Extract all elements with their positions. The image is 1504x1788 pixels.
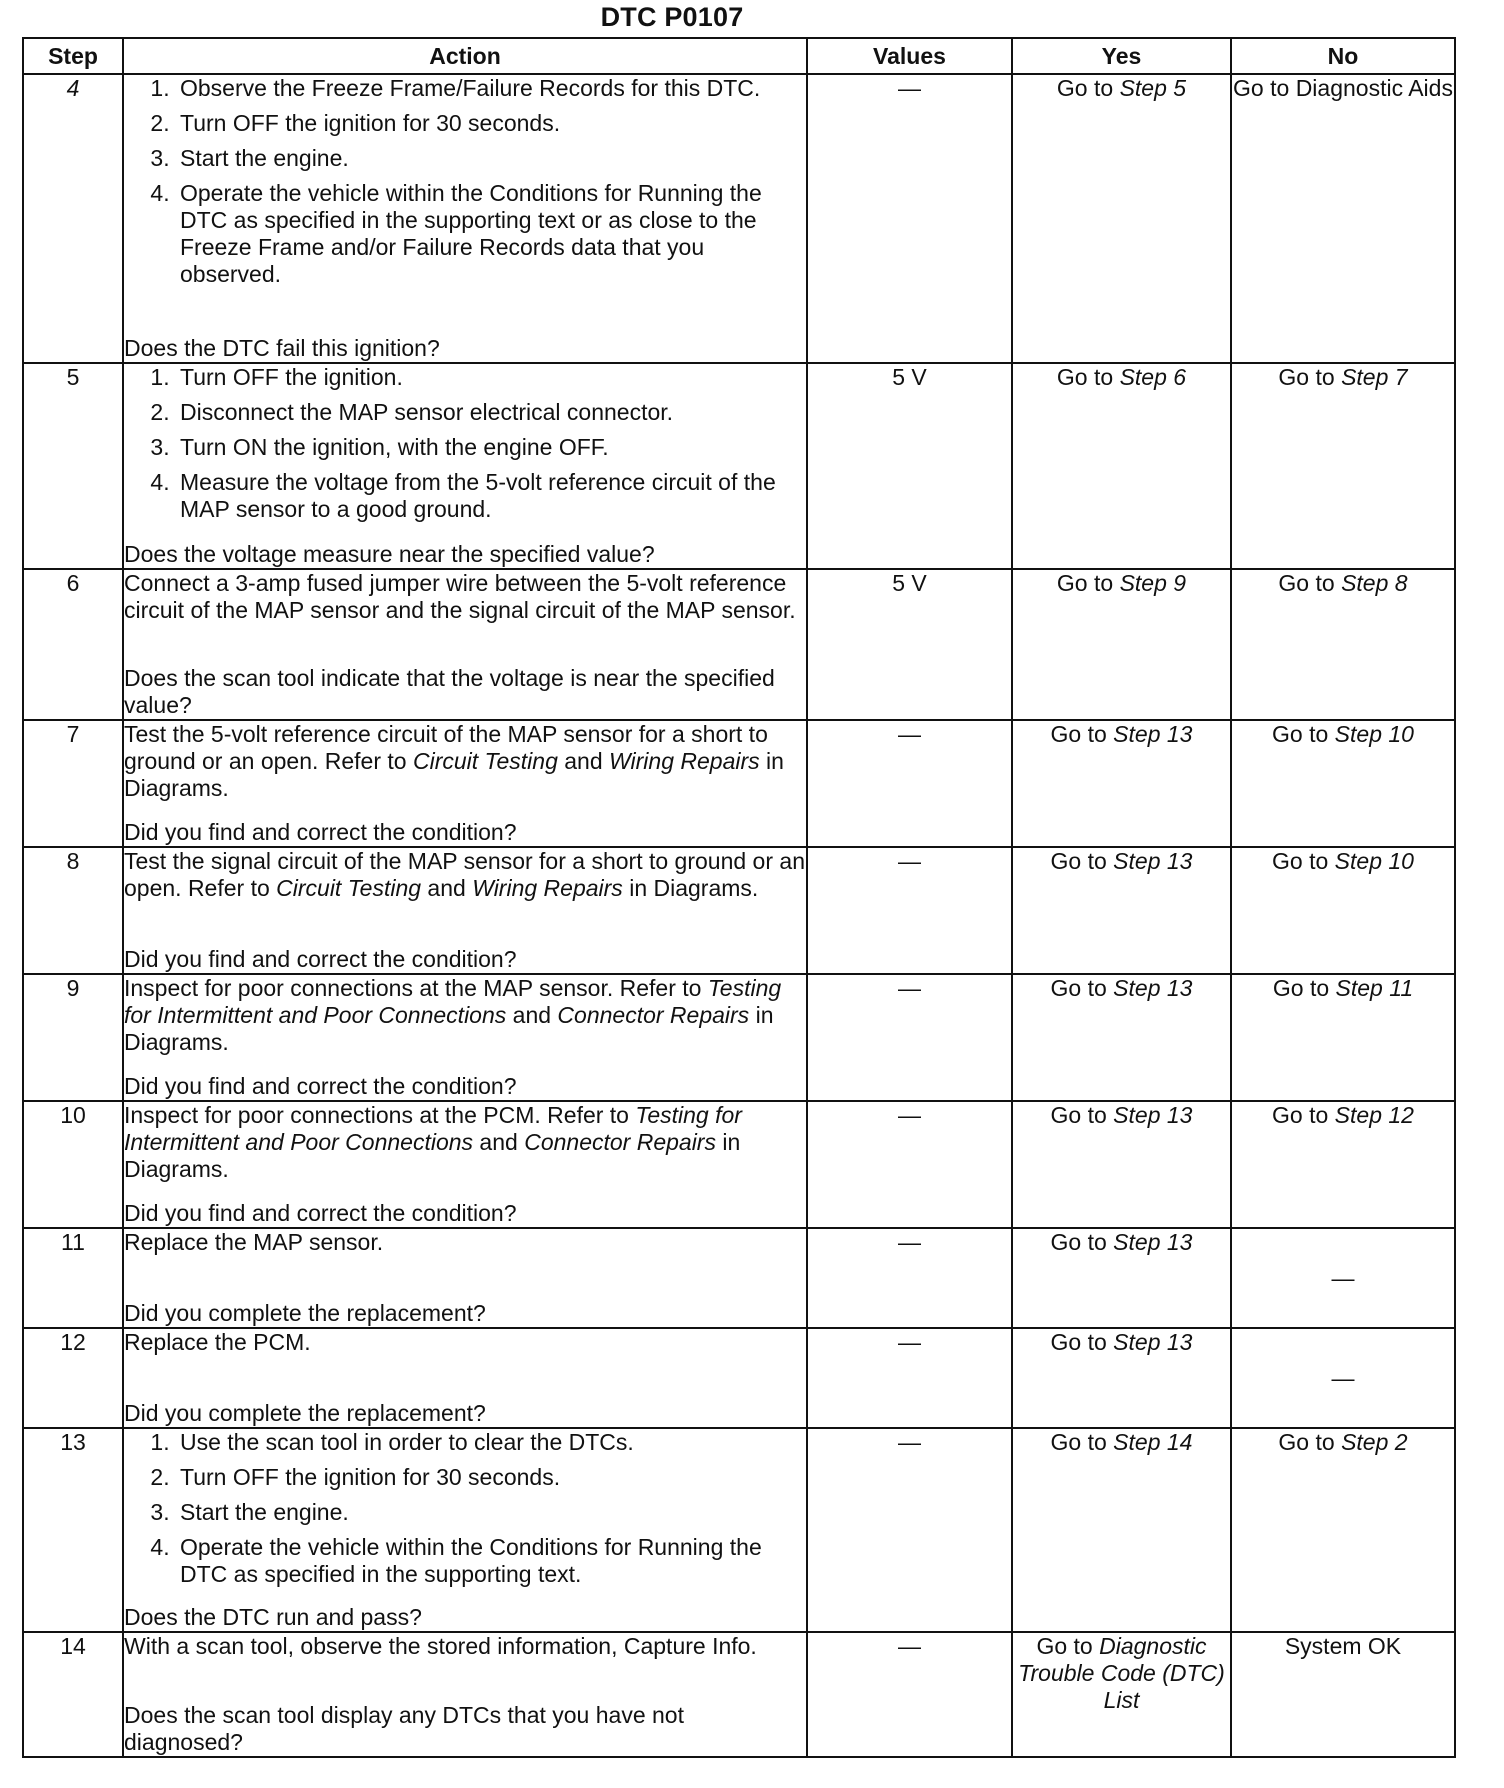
action-question: Did you complete the replacement? <box>124 1300 486 1326</box>
table-row <box>23 720 1455 847</box>
action-question: Does the scan tool indicate that the voltage is near the specified value? <box>124 665 775 718</box>
value-text: — <box>898 975 921 1001</box>
action-instructions <box>124 1329 806 1360</box>
yes-step-reference: Step 13 <box>1113 848 1193 874</box>
text-run: in Diagrams. <box>124 1129 741 1182</box>
action-cell <box>123 974 807 1101</box>
yes-step-reference: Step 6 <box>1119 364 1187 390</box>
step-cell <box>23 1328 123 1428</box>
yes-cell <box>1012 720 1231 847</box>
action-instructions <box>124 1633 806 1664</box>
document-reference: Circuit Testing <box>276 875 422 901</box>
text-run: in Diagrams. <box>124 1002 774 1055</box>
value-text: — <box>898 1429 921 1455</box>
step-cell <box>23 974 123 1101</box>
action-cell <box>123 847 807 974</box>
no-cell <box>1231 1228 1455 1328</box>
step-number: 11 <box>61 1229 85 1255</box>
instruction-item: 2. Turn OFF the ignition for 30 seconds. <box>176 110 806 137</box>
yes-prefix: Go to <box>1050 1229 1114 1255</box>
value-text: — <box>898 848 921 874</box>
yes-cell <box>1012 847 1231 974</box>
instruction-text: Connect a 3-amp fused jumper wire between the 5-volt reference circuit of the MAP sensor and the signal circuit of the MAP sensor. <box>124 570 796 623</box>
text-run: Inspect for poor connections at the PCM. Refer to <box>124 1102 636 1128</box>
step-number: 8 <box>66 848 80 874</box>
step-cell <box>23 569 123 720</box>
table-row <box>23 847 1455 974</box>
action-cell <box>123 74 807 363</box>
step-number: 10 <box>60 1102 86 1128</box>
text-run: in Diagrams. <box>124 748 784 801</box>
no-prefix: System OK <box>1284 1633 1402 1659</box>
instruction-item: 4. Measure the voltage from the 5-volt reference circuit of the MAP sensor to a good ground. <box>176 469 806 523</box>
action-instructions <box>124 721 806 806</box>
values-cell <box>807 363 1012 569</box>
action-question: Did you complete the replacement? <box>124 1400 486 1426</box>
action-question: Did you find and correct the condition? <box>124 819 517 845</box>
yes-prefix: Go to <box>1050 1329 1114 1355</box>
table-row <box>23 1328 1455 1428</box>
action-content <box>124 570 806 719</box>
step-cell <box>23 1428 123 1632</box>
value-text: — <box>898 721 921 747</box>
step-number: 6 <box>66 570 80 596</box>
instruction-list <box>124 364 806 523</box>
step-cell <box>23 720 123 847</box>
header-values: Values <box>807 38 1012 74</box>
step-number: 12 <box>60 1329 86 1355</box>
values-cell <box>807 974 1012 1101</box>
action-instructions <box>124 1102 806 1187</box>
action-instructions <box>124 848 806 906</box>
instruction-text <box>124 848 806 902</box>
step-cell <box>23 1632 123 1757</box>
yes-step-reference: Step 9 <box>1119 570 1187 596</box>
action-content <box>124 1633 806 1756</box>
no-step-reference: Step 8 <box>1341 570 1408 596</box>
header-no: No <box>1231 38 1455 74</box>
step-cell <box>23 1228 123 1328</box>
instruction-text: Replace the MAP sensor. <box>124 1229 384 1255</box>
table-row <box>23 1632 1455 1757</box>
value-text: 5 V <box>892 570 927 596</box>
table-row <box>23 363 1455 569</box>
no-cell <box>1231 974 1455 1101</box>
values-cell <box>807 1101 1012 1228</box>
yes-prefix: Go to <box>1050 1429 1114 1455</box>
instruction-item: 3. Turn ON the ignition, with the engine OFF. <box>176 434 806 461</box>
action-content <box>124 1229 806 1327</box>
yes-step-reference: Step 13 <box>1113 1329 1193 1355</box>
step-cell <box>23 847 123 974</box>
table-row <box>23 74 1455 363</box>
no-step-reference: Step 2 <box>1341 1429 1408 1455</box>
action-instructions <box>124 570 806 628</box>
yes-cell <box>1012 363 1231 569</box>
action-cell <box>123 1228 807 1328</box>
action-content <box>124 75 806 362</box>
instruction-item: 2. Disconnect the MAP sensor electrical connector. <box>176 399 806 426</box>
instruction-text <box>124 975 806 1056</box>
instruction-text: With a scan tool, observe the stored information, Capture Info. <box>124 1633 757 1659</box>
action-cell <box>123 1328 807 1428</box>
instruction-list <box>124 75 806 288</box>
no-step-reference: Step 7 <box>1341 364 1408 390</box>
text-run: Inspect for poor connections at the MAP sensor. Refer to <box>124 975 708 1001</box>
instruction-text: Replace the PCM. <box>124 1329 311 1355</box>
value-text: — <box>898 1229 921 1255</box>
values-cell <box>807 1428 1012 1632</box>
action-content <box>124 1329 806 1427</box>
no-cell <box>1231 1328 1455 1428</box>
action-content <box>124 1429 806 1631</box>
yes-step-reference: Diagnostic Trouble Code (DTC) List <box>1018 1633 1225 1713</box>
instruction-item: 4. Operate the vehicle within the Conditions for Running the DTC as specified in the supporting text or as close to the Freeze Frame and/or Failure Records data that you observed. <box>176 180 806 288</box>
action-content <box>124 1102 806 1227</box>
text-run: and <box>557 748 610 774</box>
instruction-item: 1. Turn OFF the ignition. <box>176 364 806 391</box>
action-cell <box>123 720 807 847</box>
values-cell <box>807 1228 1012 1328</box>
instruction-text <box>124 721 806 802</box>
table-row <box>23 974 1455 1101</box>
action-question: Does the DTC fail this ignition? <box>124 335 440 361</box>
document-reference: Wiring Repairs <box>472 875 623 901</box>
header-step: Step <box>23 38 123 74</box>
dtc-table <box>22 37 1456 1758</box>
values-cell <box>807 1328 1012 1428</box>
text-run: Test the 5-volt reference circuit of the MAP sensor for a short to ground or an open. Refer to <box>124 721 768 774</box>
action-content <box>124 721 806 846</box>
yes-cell <box>1012 974 1231 1101</box>
action-content <box>124 364 806 568</box>
no-cell <box>1231 569 1455 720</box>
step-number: 14 <box>60 1633 86 1659</box>
action-cell <box>123 569 807 720</box>
action-cell <box>123 1101 807 1228</box>
instruction-item: 1. Observe the Freeze Frame/Failure Records for this DTC. <box>176 75 806 102</box>
yes-prefix: Go to <box>1050 975 1114 1001</box>
yes-prefix: Go to <box>1056 364 1120 390</box>
step-cell <box>23 74 123 363</box>
header-action: Action <box>123 38 807 74</box>
values-cell <box>807 720 1012 847</box>
step-number: 4 <box>66 75 80 101</box>
action-question: Does the scan tool display any DTCs that you have not diagnosed? <box>124 1702 684 1755</box>
no-prefix: Go to <box>1272 721 1335 747</box>
values-cell <box>807 569 1012 720</box>
no-cell <box>1231 1632 1455 1757</box>
table-row <box>23 1101 1455 1228</box>
yes-prefix: Go to <box>1050 721 1114 747</box>
yes-step-reference: Step 13 <box>1113 975 1193 1001</box>
no-cell <box>1231 847 1455 974</box>
values-cell <box>807 1632 1012 1757</box>
value-text: 5 V <box>892 364 927 390</box>
no-prefix: Go to <box>1278 364 1342 390</box>
document-title: DTC P0107 <box>600 2 744 32</box>
yes-step-reference: Step 13 <box>1113 721 1193 747</box>
yes-cell <box>1012 74 1231 363</box>
no-step-reference: Step 10 <box>1334 848 1414 874</box>
yes-step-reference: Step 5 <box>1119 75 1187 101</box>
no-prefix: Go to <box>1272 975 1336 1001</box>
action-question: Did you find and correct the condition? <box>124 1200 517 1226</box>
instruction-item: 4. Operate the vehicle within the Conditions for Running the DTC as specified in the supporting text. <box>176 1534 806 1588</box>
no-cell <box>1231 1101 1455 1228</box>
instruction-item: 3. Start the engine. <box>176 1499 806 1526</box>
action-cell <box>123 363 807 569</box>
no-prefix: Go to <box>1278 1429 1342 1455</box>
yes-step-reference: Step 14 <box>1113 1429 1193 1455</box>
yes-cell <box>1012 1101 1231 1228</box>
yes-cell <box>1012 1328 1231 1428</box>
values-cell <box>807 74 1012 363</box>
action-cell <box>123 1428 807 1632</box>
action-content <box>124 975 806 1100</box>
text-run: Test the signal circuit of the MAP sensor for a short to ground or an open. Refer to <box>124 848 805 901</box>
yes-prefix: Go to <box>1050 1102 1114 1128</box>
yes-step-reference: Step 13 <box>1113 1102 1193 1128</box>
value-text: — <box>898 75 921 101</box>
table-body <box>23 74 1455 1757</box>
instruction-item: 3. Start the engine. <box>176 145 806 172</box>
no-cell <box>1231 1428 1455 1632</box>
yes-prefix: Go to <box>1050 848 1114 874</box>
no-step-reference: Step 10 <box>1334 721 1414 747</box>
step-number: 5 <box>66 364 80 390</box>
value-text: — <box>898 1633 921 1659</box>
action-question: Did you find and correct the condition? <box>124 1073 517 1099</box>
document-reference: Wiring Repairs <box>609 748 760 774</box>
document-reference: Testing for Intermittent and Poor Connections <box>124 1102 742 1155</box>
step-number: 9 <box>66 975 80 1001</box>
document-reference: Circuit Testing <box>412 748 558 774</box>
yes-prefix: Go to <box>1036 1633 1100 1659</box>
no-cell <box>1231 74 1455 363</box>
step-cell <box>23 1101 123 1228</box>
no-step-reference: Step 11 <box>1335 975 1414 1001</box>
no-prefix: — <box>1331 1264 1355 1291</box>
yes-cell <box>1012 1428 1231 1632</box>
action-cell <box>123 1632 807 1757</box>
step-number: 13 <box>60 1429 86 1455</box>
text-run: and <box>473 1129 525 1155</box>
no-prefix: Go to <box>1272 848 1335 874</box>
instruction-text <box>124 1102 806 1183</box>
document-reference: Connector Repairs <box>524 1129 716 1155</box>
action-question: Does the voltage measure near the specified value? <box>124 541 655 567</box>
header-yes: Yes <box>1012 38 1231 74</box>
value-text: — <box>898 1102 921 1128</box>
no-prefix: Go to <box>1278 570 1342 596</box>
instruction-item: 1. Use the scan tool in order to clear the DTCs. <box>176 1429 806 1456</box>
no-prefix: Go to <box>1272 1102 1335 1128</box>
table-row <box>23 1428 1455 1632</box>
step-number: 7 <box>66 721 80 747</box>
yes-prefix: Go to <box>1056 570 1120 596</box>
no-cell <box>1231 363 1455 569</box>
action-instructions <box>124 75 806 294</box>
text-run: and <box>506 1002 558 1028</box>
values-cell <box>807 847 1012 974</box>
no-prefix: Go to Diagnostic Aids <box>1233 75 1453 101</box>
yes-cell <box>1012 569 1231 720</box>
table-row <box>23 569 1455 720</box>
action-instructions <box>124 1429 806 1594</box>
step-cell <box>23 363 123 569</box>
table-row <box>23 1228 1455 1328</box>
action-instructions <box>124 364 806 529</box>
instruction-list <box>124 1429 806 1588</box>
text-run: in Diagrams. <box>622 875 759 901</box>
action-question: Did you find and correct the condition? <box>124 946 517 972</box>
instruction-item: 2. Turn OFF the ignition for 30 seconds. <box>176 1464 806 1491</box>
no-cell <box>1231 720 1455 847</box>
yes-step-reference: Step 13 <box>1113 1229 1193 1255</box>
action-instructions <box>124 975 806 1060</box>
value-text: — <box>898 1329 921 1355</box>
yes-cell <box>1012 1228 1231 1328</box>
no-prefix: — <box>1331 1364 1355 1391</box>
no-step-reference: Step 12 <box>1334 1102 1414 1128</box>
document-reference: Testing for Intermittent and Poor Connections <box>124 975 782 1028</box>
document-reference: Connector Repairs <box>557 1002 750 1028</box>
action-content <box>124 848 806 973</box>
yes-prefix: Go to <box>1056 75 1120 101</box>
text-run: and <box>421 875 473 901</box>
table-header-row <box>23 38 1455 74</box>
action-question: Does the DTC run and pass? <box>124 1604 422 1630</box>
action-instructions <box>124 1229 806 1260</box>
yes-cell <box>1012 1632 1231 1757</box>
